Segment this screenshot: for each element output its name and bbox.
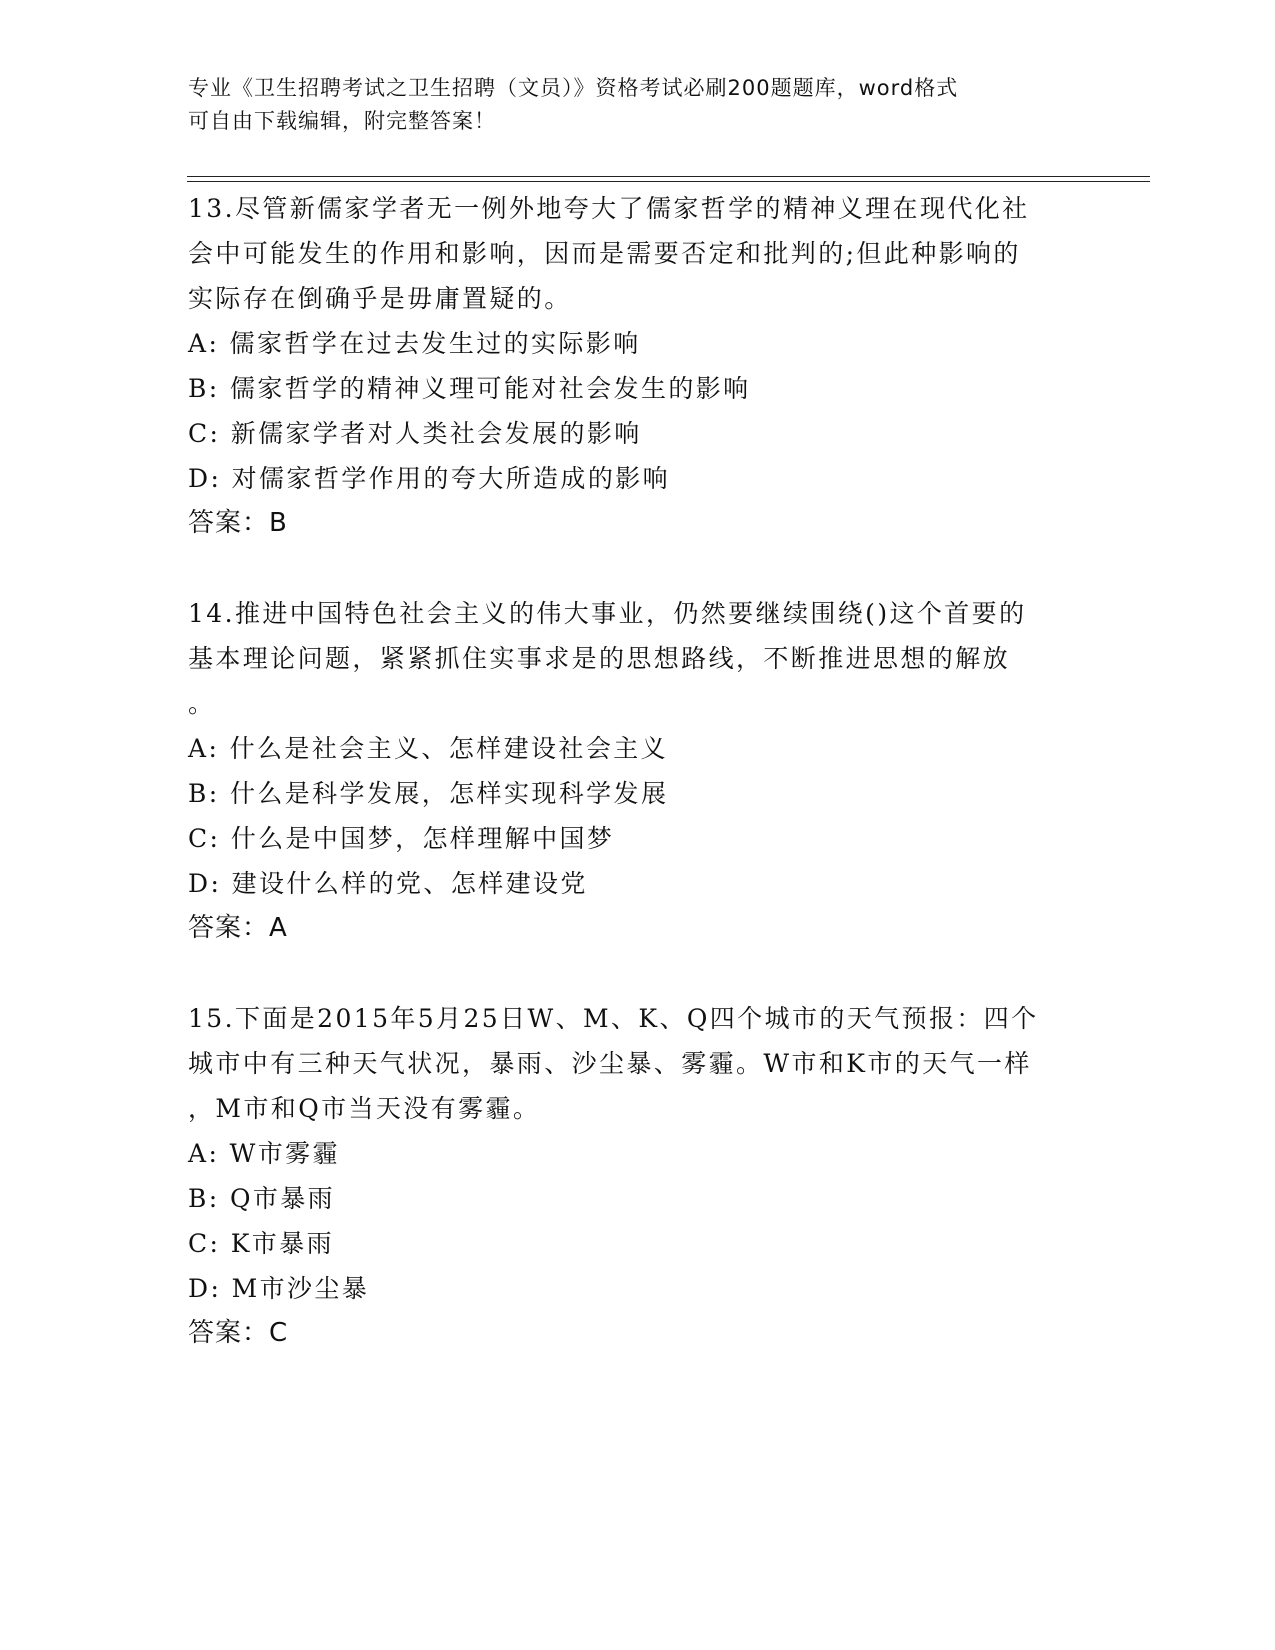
document-header	[188, 72, 1088, 138]
question-14	[188, 591, 1088, 951]
header-line-1: 专业《卫生招聘考试之卫生招聘（文员）》资格考试必刷200题题库，word格式	[188, 76, 959, 100]
question-stem-line: 。	[188, 689, 216, 718]
question-15	[188, 996, 1088, 1356]
question-spacer	[188, 546, 1088, 591]
header-divider-bottom	[187, 181, 1150, 182]
question-stem-line: 实际存在倒确乎是毋庸置疑的。	[188, 284, 572, 313]
question-stem-line: 15.下面是2015年5月25日W、M、K、Q四个城市的天气预报：四个	[188, 1004, 1039, 1033]
option-b: B: 儒家哲学的精神义理可能对社会发生的影响	[188, 374, 751, 403]
question-list	[188, 186, 1088, 1356]
option-a: A: 儒家哲学在过去发生过的实际影响	[188, 329, 641, 358]
question-stem-line: 基本理论问题，紧紧抓住实事求是的思想路线，不断推进思想的解放	[188, 644, 1011, 673]
option-d: D: 建设什么样的党、怎样建设党	[188, 869, 588, 898]
question-stem-line: 14.推进中国特色社会主义的伟大事业，仍然要继续围绕()这个首要的	[188, 599, 1027, 628]
question-stem-line: 13.尽管新儒家学者无一例外地夸大了儒家哲学的精神义理在现代化社	[188, 194, 1030, 223]
option-c: C: 新儒家学者对人类社会发展的影响	[188, 419, 642, 448]
header-line-2: 可自由下载编辑，附完整答案！	[188, 109, 496, 133]
option-a: A: W市雾霾	[188, 1139, 340, 1168]
option-b: B: Q市暴雨	[188, 1184, 336, 1213]
answer-line: 答案：C	[188, 1318, 289, 1348]
question-stem-line: ，M市和Q市当天没有雾霾。	[188, 1094, 541, 1123]
question-spacer	[188, 951, 1088, 996]
option-a: A: 什么是社会主义、怎样建设社会主义	[188, 734, 669, 763]
option-c: C: 什么是中国梦，怎样理解中国梦	[188, 824, 615, 853]
header-divider-top	[187, 176, 1150, 177]
option-b: B: 什么是科学发展，怎样实现科学发展	[188, 779, 669, 808]
option-c: C: K市暴雨	[188, 1229, 334, 1258]
question-stem-line: 会中可能发生的作用和影响，因而是需要否定和批判的;但此种影响的	[188, 239, 1021, 268]
answer-line: 答案：A	[188, 913, 288, 943]
answer-line: 答案：B	[188, 508, 288, 538]
question-stem-line: 城市中有三种天气状况，暴雨、沙尘暴、雾霾。W市和K市的天气一样	[188, 1049, 1032, 1078]
option-d: D: M市沙尘暴	[188, 1274, 370, 1303]
question-13	[188, 186, 1088, 546]
option-d: D: 对儒家哲学作用的夸大所造成的影响	[188, 464, 671, 493]
